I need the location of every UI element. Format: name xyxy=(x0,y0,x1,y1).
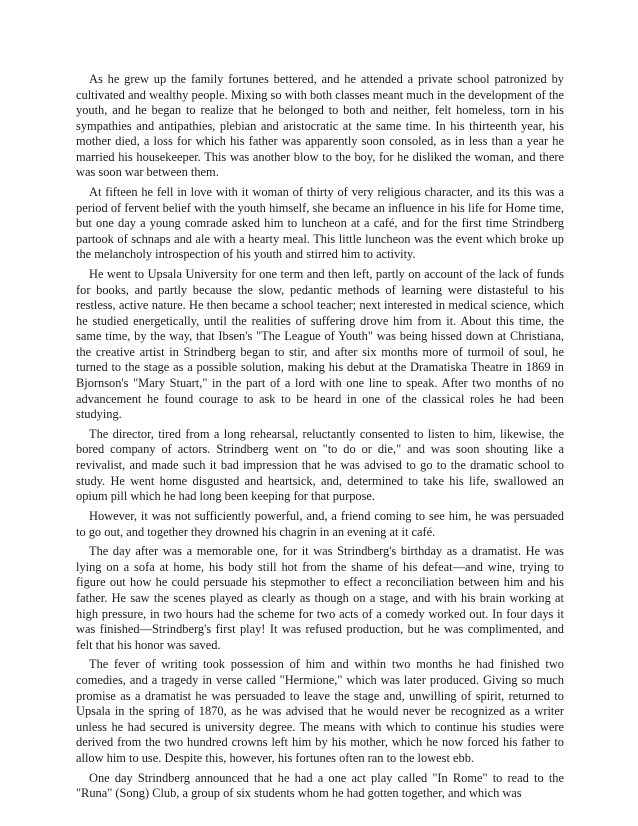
paragraph-6: The day after was a memorable one, for it was Strindberg's birthday as a dramatist. He was lying on a sofa at home, his body still hot from the shame of his defeat—and wine, trying to figure out how he could persuade his stepmother to effect a reconciliation between him and his father. He saw the scenes played as clearly as though on a stage, and with his brain working at high pressure, in two hours had the scheme for two acts of a comedy worked out. In four days it was finished—Strindberg's first play! It was refused production, but he was complimented, and felt that his honor was saved. xyxy=(76,544,564,652)
paragraph-5: However, it was not sufficiently powerful, and, a friend coming to see him, he was persuaded to go out, and together they drowned his chagrin in an evening at it café. xyxy=(76,508,564,539)
document-page xyxy=(76,72,564,806)
paragraph-4: The director, tired from a long rehearsal, reluctantly consented to listen to him, likewise, the bored company of actors. Strindberg went on "to do or die," and was soon shouting like a revivalist, and made such it bad impression that he was advised to go to the dramatic school to study. He went home disgusted and heartsick, and, determined to take his life, swallowed an opium pill which he had long been keeping for that purpose. xyxy=(76,426,564,504)
paragraph-8: One day Strindberg announced that he had a one act play called "In Rome" to read to the "Runa" (Song) Club, a group of six students whom he had gotten together, and which was xyxy=(76,770,564,801)
paragraph-3: He went to Upsala University for one term and then left, partly on account of the lack of funds for books, and partly because the slow, pedantic methods of learning were distasteful to his restless, active nature. He then became a school teacher; next interested in medical science, which he studied energetically, until the realities of suffering drove him from it. About this time, the same time, by the way, that Ibsen's "The League of Youth" was being hissed down at Christiana, the creative artist in Strindberg began to stir, and after six months more of turmoil of soul, he turned to the stage as a possible solution, making his debut at the Dramatiska Theatre in 1869 in Bjornson's "Mary Stuart," in the part of a lord with one line to speak. After two months of no advancement he found courage to ask to be heard in one of the classical roles he had been studying. xyxy=(76,267,564,422)
paragraph-1: As he grew up the family fortunes bettered, and he attended a private school patronized by cultivated and wealthy people. Mixing so with both classes meant much in the development of the youth, and he began to realize that he belonged to both and neither, felt homeless, torn in his sympathies and antipathies, plebian and aristocratic at the same time. In his thirteenth year, his mother died, a loss for which his father was apparently soon consoled, as in less than a year he married his housekeeper. This was another blow to the boy, for he disliked the woman, and there was soon war between them. xyxy=(76,72,564,180)
paragraph-2: At fifteen he fell in love with it woman of thirty of very religious character, and its this was a period of fervent belief with the youth himself, she became an influence in his life for Home time, but one day a young comrade asked him to luncheon at a café, and for the first time Strindberg partook of schnaps and ale with a hearty meal. This little luncheon was the event which broke up the melancholy introspection of his youth and stirred him to activity. xyxy=(76,185,564,262)
paragraph-7: The fever of writing took possession of him and within two months he had finished two comedies, and a tragedy in verse called "Hermione," which was later produced. Giving so much promise as a dramatist he was persuaded to leave the stage and, unwilling of spirit, returned to Upsala in the spring of 1870, as he was advised that he would never be recognized as a writer unless he had secured is university degree. The means with which to continue his studies were derived from the two hundred crowns left him by his mother, which he now forced his father to allow him to use. Despite this, however, his fortunes often ran to the lowest ebb. xyxy=(76,657,564,765)
